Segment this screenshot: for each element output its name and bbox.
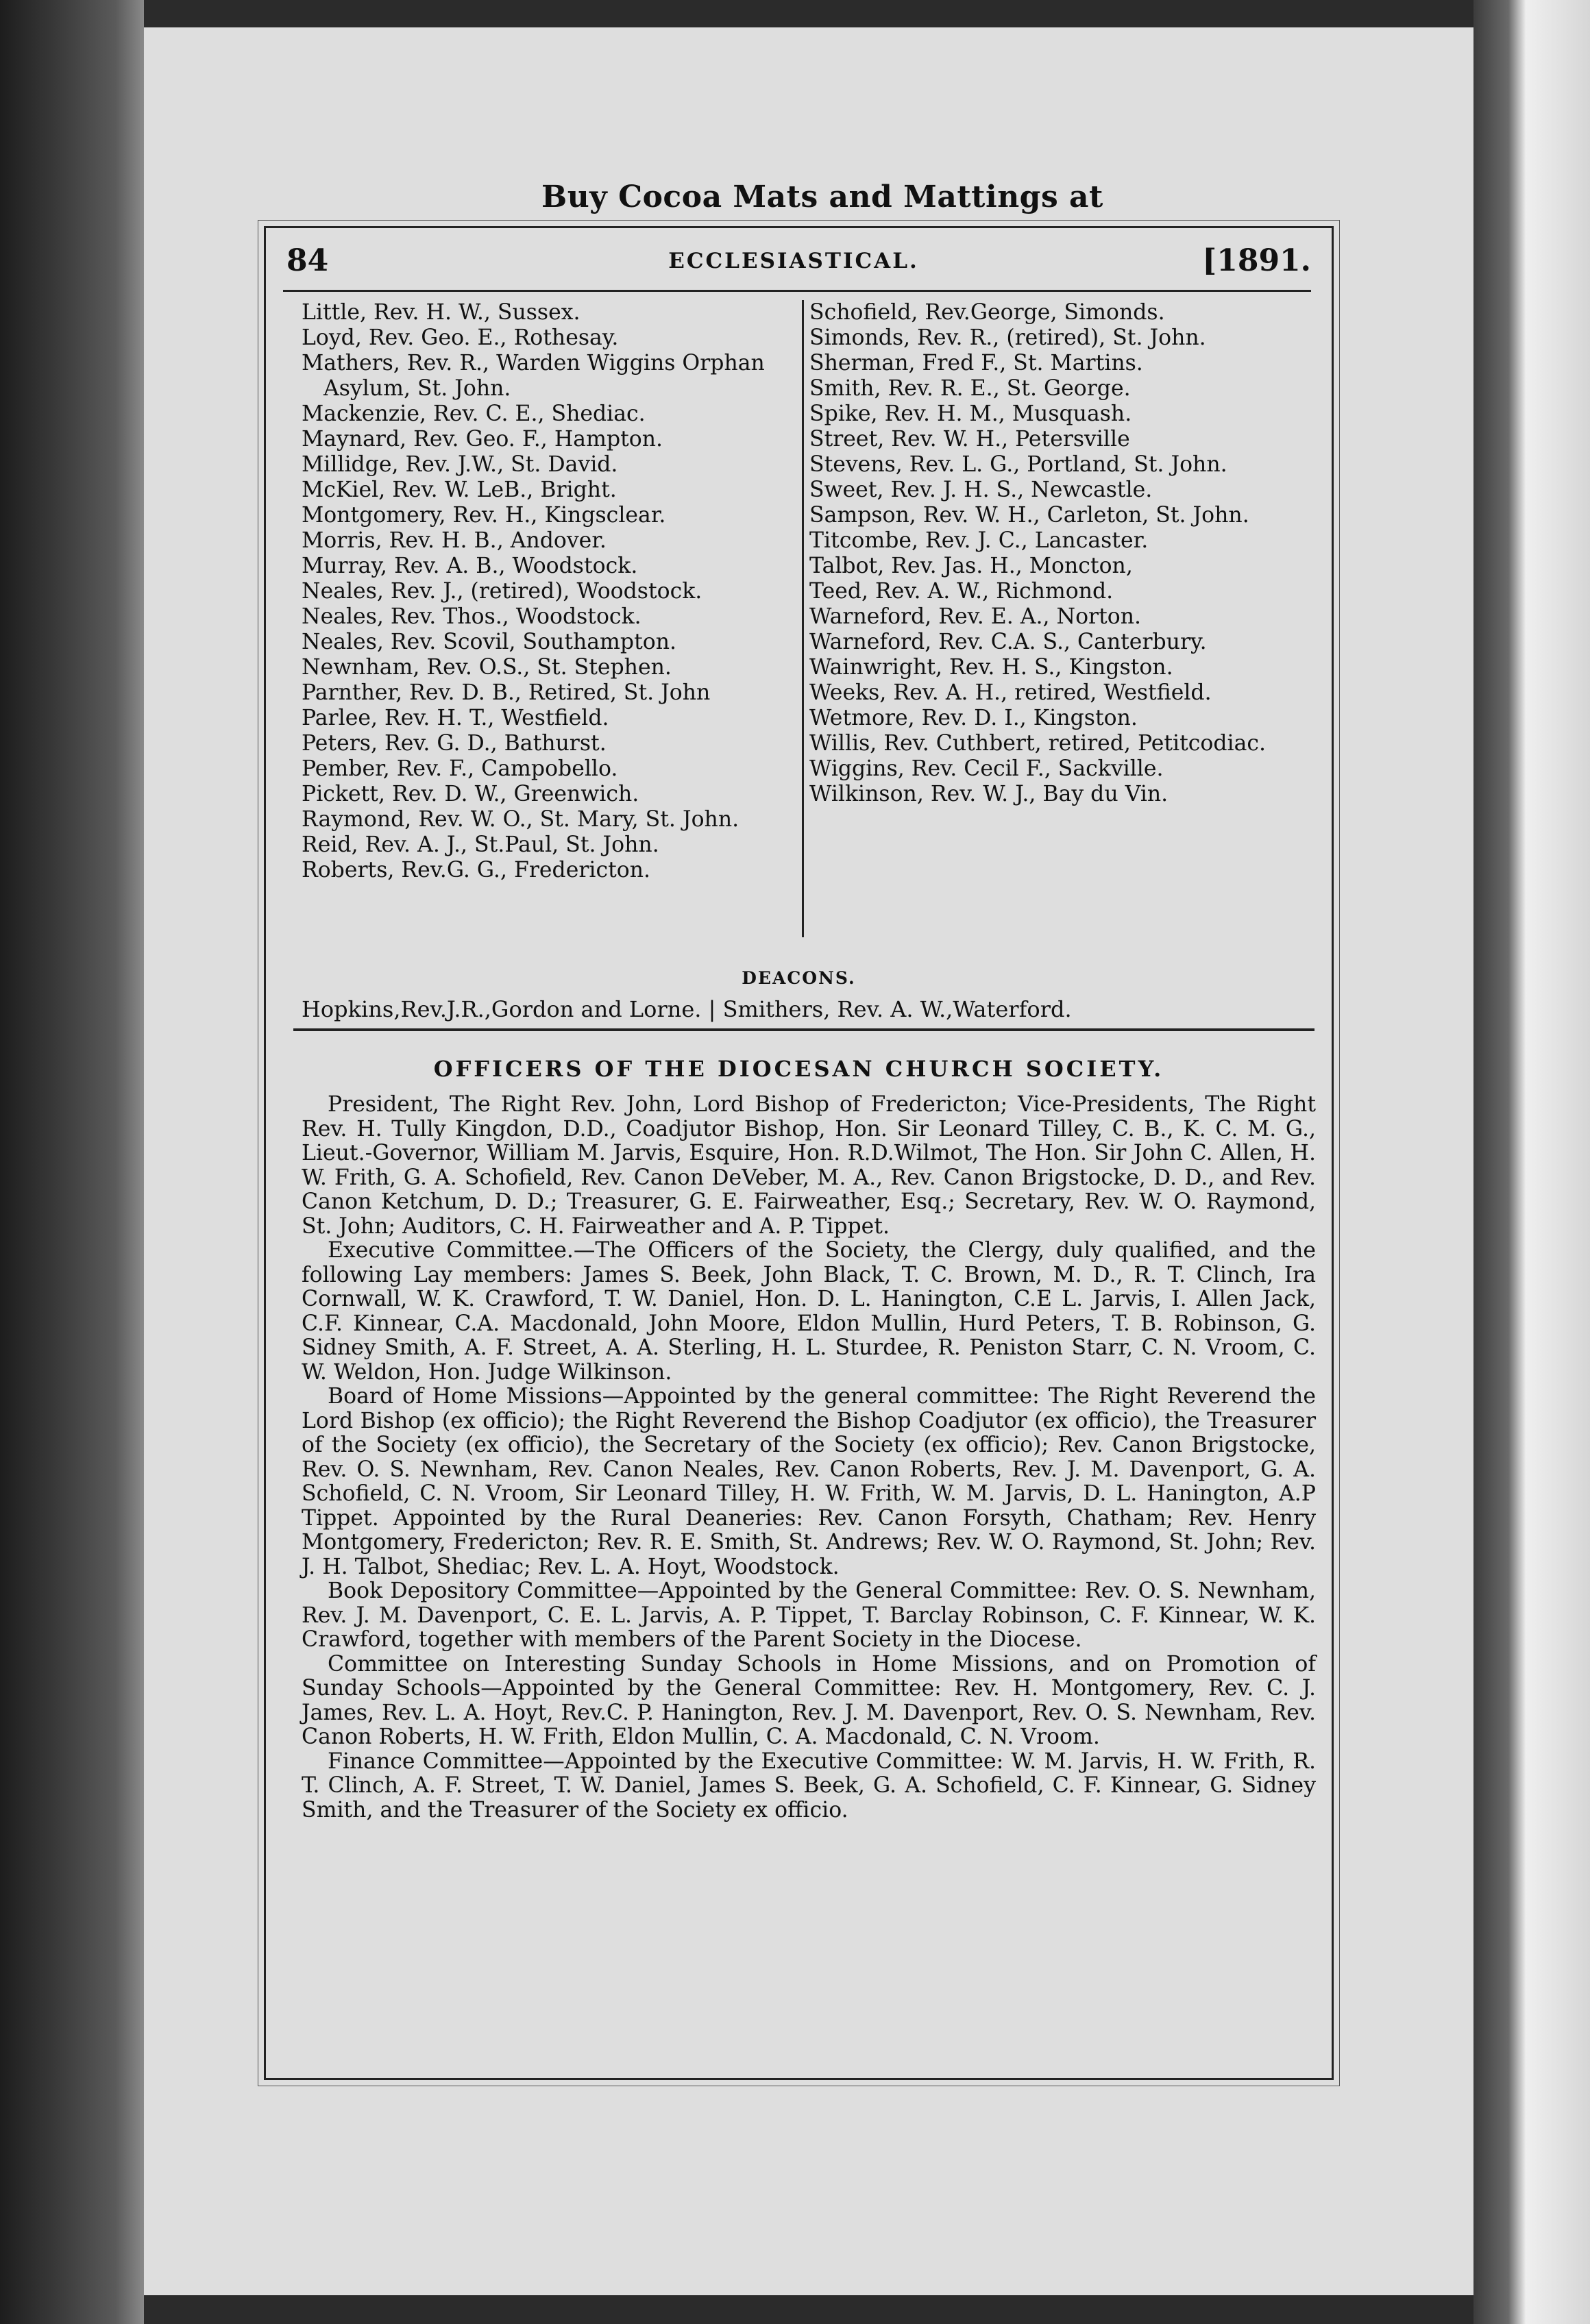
list-item: Pember, Rev. F., Campobello. [302, 756, 618, 781]
running-advertisement: Buy Cocoa Mats and Mattings at [541, 180, 1103, 214]
clergy-column-left [302, 300, 798, 883]
officers-paragraph-home-missions: Board of Home Missions—Appointed by the general committee: The Right Reverend the Lord Bishop (ex officio); the Right Reverend the Bishop Coadjutor (ex officio), the Treasurer of the Society (ex officio), the Secretary of the Society (ex officio); Rev. Canon Brigstocke, Rev. O. S. Newnham, Rev. Canon Neales, Rev. Canon Roberts, Rev. J. M. Davenport, G. A. Schofield, C. N. Vroom, Sir Leonard Tilley, H. W. Frith, W. M. Jarvis, D. L. Hanington, A.P Tippet. Appointed by the Rural Deaneries: Rev. Canon Forsyth, Chatham; Rev. Henry Montgomery, Fredericton; Rev. R. E. Smith, St. Andrews; Rev. W. O. Raymond, St. John; Rev. J. H. Talbot, Shediac; Rev. L. A. Hoyt, Woodstock. [302, 1384, 1316, 1579]
list-item: Street, Rev. W. H., Petersville [809, 427, 1130, 452]
officers-paragraph-sunday-schools: Committee on Interesting Sunday Schools in Home Missions, and on Promotion of Sunday Schools—Appointed by the General Committee: Rev. H. Montgomery, Rev. C. J. James, Rev. L. A. Hoyt, Rev.C. P. Hanington, Rev. J. M. Davenport, Rev. O. S. Newnham, Rev. Canon Roberts, H. W. Frith, Eldon Mullin, C. A. Macdonald, C. N. Vroom. [302, 1651, 1316, 1749]
deacons-heading: DEACONS. [742, 968, 856, 988]
column-divider [802, 300, 804, 937]
list-item: Parnther, Rev. D. B., Retired, St. John [302, 680, 711, 705]
officers-paragraph-executive: Executive Committee.—The Officers of the Society, the Clergy, duly qualified, and the following Lay members: James S. Beek, John Black, T. C. Brown, M. D., R. T. Clinch, Ira Cornwall, W. K. Crawford, T. W. Daniel, Hon. D. L. Hanington, C.E L. Jarvis, I. Allen Jack, C.F. Kinnear, C.A. Macdonald, John Moore, Eldon Mullin, Hurd Peters, T. B. Robinson, G. Sidney Smith, A. F. Street, A. A. Sterling, H. L. Sturdee, R. Peniston Starr, C. N. Vroom, C. W. Weldon, Hon. Judge Wilkinson. [302, 1238, 1316, 1385]
facing-page-edge [1473, 0, 1590, 2324]
list-item: Peters, Rev. G. D., Bathurst. [302, 731, 607, 756]
page-frame [264, 226, 1334, 2080]
list-item: Reid, Rev. A. J., St.Paul, St. John. [302, 832, 659, 857]
list-item: Sherman, Fred F., St. Martins. [809, 351, 1143, 375]
officers-paragraph-finance: Finance Committee—Appointed by the Executive Committee: W. M. Jarvis, H. W. Frith, R. T. Clinch, A. F. Street, T. W. Daniel, James S. Beek, G. A. Schofield, C. F. Kinnear, G. Sidney Smith, and the Treasurer of the Society ex officio. [302, 1748, 1316, 1822]
list-item: Newnham, Rev. O.S., St. Stephen. [302, 655, 672, 680]
list-item: Smith, Rev. R. E., St. George. [809, 376, 1131, 401]
list-item: Simonds, Rev. R., (retired), St. John. [809, 325, 1206, 350]
list-item: Stevens, Rev. L. G., Portland, St. John. [809, 452, 1227, 477]
list-item: Maynard, Rev. Geo. F., Hampton. [302, 427, 663, 452]
page-number: 84 [286, 243, 329, 278]
clergy-list [302, 300, 1312, 937]
list-item: Parlee, Rev. H. T., Westfield. [302, 706, 609, 730]
list-item: Raymond, Rev. W. O., St. Mary, St. John. [302, 807, 739, 832]
list-item: Teed, Rev. A. W., Richmond. [809, 579, 1114, 604]
list-item: Neales, Rev. J., (retired), Woodstock. [302, 579, 702, 604]
list-item: Mathers, Rev. R., Warden Wiggins Orphan Asylum, St. John. [302, 351, 765, 401]
list-item: Warneford, Rev. E. A., Norton. [809, 604, 1142, 629]
list-item: Wetmore, Rev. D. I., Kingston. [809, 706, 1138, 730]
section-title: ECCLESIASTICAL. [668, 249, 919, 273]
list-item: McKiel, Rev. W. LeB., Bright. [302, 478, 617, 502]
officers-text [302, 1093, 1316, 1822]
list-item: Little, Rev. H. W., Sussex. [302, 300, 580, 325]
list-item: Pickett, Rev. D. W., Greenwich. [302, 782, 639, 806]
officers-paragraph-presidents: President, The Right Rev. John, Lord Bishop of Fredericton; Vice-Presidents, The Right Rev. H. Tully Kingdon, D.D., Coadjutor Bishop, Hon. Sir Leonard Tilley, C. B., K. C. M. G., Lieut.-Governor, William M. Jarvis, Esquire, Hon. R.D.Wilmot, The Hon. Sir John C. Allen, H. W. Frith, G. A. Schofield, Rev. Canon DeVeber, M. A., Rev. Canon Brigstocke, D. D., and Rev. Canon Ketchum, D. D.; Treasurer, G. E. Fairweather, Esq.; Secretary, Rev. W. O. Raymond, St. John; Auditors, C. H. Fairweather and A. P. Tippet. [302, 1092, 1316, 1239]
page-header [276, 240, 1311, 282]
list-item: Montgomery, Rev. H., Kingsclear. [302, 503, 666, 528]
list-item: Wiggins, Rev. Cecil F., Sackville. [809, 756, 1164, 781]
list-item: Weeks, Rev. A. H., retired, Westfield. [809, 680, 1212, 705]
list-item: Warneford, Rev. C.A. S., Canterbury. [809, 630, 1207, 654]
officers-heading: OFFICERS OF THE DIOCESAN CHURCH SOCIETY. [433, 1056, 1164, 1082]
deacons-list: Hopkins,Rev.J.R.,Gordon and Lorne. | Smithers, Rev. A. W.,Waterford. [302, 996, 1072, 1022]
list-item: Sweet, Rev. J. H. S., Newcastle. [809, 478, 1153, 502]
list-item: Wainwright, Rev. H. S., Kingston. [809, 655, 1173, 680]
year-label: [1891. [1202, 243, 1311, 278]
list-item: Neales, Rev. Scovil, Southampton. [302, 630, 677, 654]
header-rule [283, 290, 1311, 292]
section-rule [293, 1028, 1314, 1031]
list-item: Loyd, Rev. Geo. E., Rothesay. [302, 325, 619, 350]
clergy-column-right [809, 300, 1312, 807]
book-spine-shadow [0, 0, 144, 2324]
list-item: Schofield, Rev.George, Simonds. [809, 300, 1165, 325]
list-item: Spike, Rev. H. M., Musquash. [809, 401, 1132, 426]
list-item: Wilkinson, Rev. W. J., Bay du Vin. [809, 782, 1169, 806]
list-item: Roberts, Rev.G. G., Fredericton. [302, 858, 651, 882]
list-item: Sampson, Rev. W. H., Carleton, St. John. [809, 503, 1249, 528]
list-item: Mackenzie, Rev. C. E., Shediac. [302, 401, 646, 426]
list-item: Neales, Rev. Thos., Woodstock. [302, 604, 641, 629]
officers-paragraph-book-depository: Book Depository Committee—Appointed by the General Committee: Rev. O. S. Newnham, Rev. J. M. Davenport, C. E. L. Jarvis, A. P. Tippet, T. Barclay Robinson, C. F. Kinnear, W. K. Crawford, together with members of the Parent Society in the Diocese. [302, 1579, 1316, 1652]
list-item: Morris, Rev. H. B., Andover. [302, 528, 607, 553]
list-item: Titcombe, Rev. J. C., Lancaster. [809, 528, 1149, 553]
list-item: Willis, Rev. Cuthbert, retired, Petitcodiac. [809, 731, 1267, 756]
list-item: Millidge, Rev. J.W., St. David. [302, 452, 618, 477]
list-item: Murray, Rev. A. B., Woodstock. [302, 554, 638, 578]
list-item: Talbot, Rev. Jas. H., Moncton, [809, 554, 1133, 578]
